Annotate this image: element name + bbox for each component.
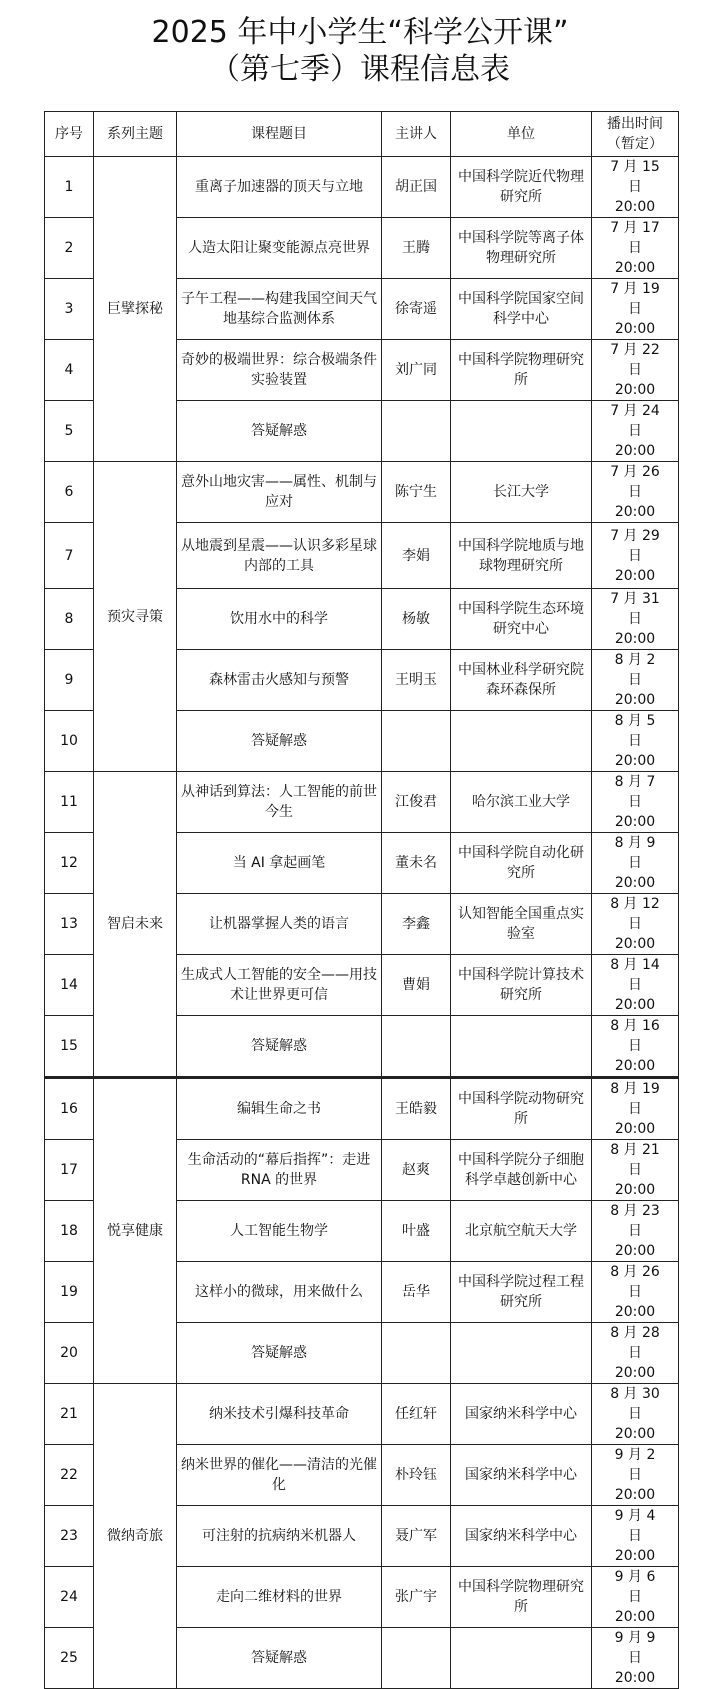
cell-theme: 巨擘探秘 — [94, 157, 177, 462]
cell-course: 从地震到星震——认识多彩星球内部的工具 — [177, 523, 382, 589]
cell-unit — [451, 401, 592, 462]
cell-index: 5 — [45, 401, 94, 462]
cell-index: 16 — [45, 1078, 94, 1140]
cell-speaker: 王明玉 — [382, 650, 451, 711]
header-speaker: 主讲人 — [382, 112, 451, 157]
cell-course: 子午工程——构建我国空间天气地基综合监测体系 — [177, 279, 382, 340]
cell-speaker: 董未名 — [382, 833, 451, 894]
cell-unit: 国家纳米科学中心 — [451, 1384, 592, 1445]
header-theme: 系列主题 — [94, 112, 177, 157]
cell-unit: 中国科学院近代物理研究所 — [451, 157, 592, 218]
cell-time: 8 月 23 日 20:00 — [592, 1201, 679, 1262]
cell-unit: 中国科学院过程工程研究所 — [451, 1262, 592, 1323]
cell-theme: 智启未来 — [94, 772, 177, 1078]
cell-index: 25 — [45, 1628, 94, 1689]
cell-speaker: 朴玲钰 — [382, 1445, 451, 1506]
cell-unit: 中国林业科学研究院森环森保所 — [451, 650, 592, 711]
cell-speaker: 王腾 — [382, 218, 451, 279]
table-row — [45, 772, 679, 833]
cell-speaker — [382, 1628, 451, 1689]
cell-index: 6 — [45, 462, 94, 523]
cell-unit: 中国科学院计算技术研究所 — [451, 955, 592, 1016]
cell-unit: 北京航空航天大学 — [451, 1201, 592, 1262]
cell-course: 纳米世界的催化——清洁的光催化 — [177, 1445, 382, 1506]
cell-time: 9 月 2 日 20:00 — [592, 1445, 679, 1506]
header-course: 课程题目 — [177, 112, 382, 157]
cell-index: 23 — [45, 1506, 94, 1567]
cell-index: 12 — [45, 833, 94, 894]
cell-time: 8 月 5 日 20:00 — [592, 711, 679, 772]
cell-course: 从神话到算法：人工智能的前世今生 — [177, 772, 382, 833]
cell-time: 8 月 12 日 20:00 — [592, 894, 679, 955]
page-title: 2025 年中小学生“科学公开课” — [151, 15, 569, 50]
cell-index: 14 — [45, 955, 94, 1016]
cell-course: 答疑解惑 — [177, 401, 382, 462]
cell-course: 森林雷击火感知与预警 — [177, 650, 382, 711]
table-row — [45, 1384, 679, 1445]
cell-time: 8 月 30 日 20:00 — [592, 1384, 679, 1445]
cell-index: 10 — [45, 711, 94, 772]
cell-speaker: 叶盛 — [382, 1201, 451, 1262]
cell-index: 13 — [45, 894, 94, 955]
cell-course: 走向二维材料的世界 — [177, 1567, 382, 1628]
cell-index: 8 — [45, 589, 94, 650]
cell-index: 1 — [45, 157, 94, 218]
cell-speaker: 陈宁生 — [382, 462, 451, 523]
cell-unit: 哈尔滨工业大学 — [451, 772, 592, 833]
cell-speaker — [382, 1016, 451, 1078]
cell-speaker: 杨敏 — [382, 589, 451, 650]
cell-time: 8 月 2 日 20:00 — [592, 650, 679, 711]
cell-course: 生命活动的“幕后指挥”：走进 RNA 的世界 — [177, 1140, 382, 1201]
cell-unit: 国家纳米科学中心 — [451, 1445, 592, 1506]
table-row — [45, 462, 679, 523]
cell-course: 人造太阳让聚变能源点亮世界 — [177, 218, 382, 279]
cell-unit: 中国科学院动物研究所 — [451, 1078, 592, 1140]
cell-speaker: 李娟 — [382, 523, 451, 589]
cell-course: 人工智能生物学 — [177, 1201, 382, 1262]
cell-time: 8 月 9 日 20:00 — [592, 833, 679, 894]
cell-index: 11 — [45, 772, 94, 833]
cell-course: 答疑解惑 — [177, 1628, 382, 1689]
cell-speaker: 胡正国 — [382, 157, 451, 218]
cell-unit — [451, 1628, 592, 1689]
cell-speaker: 徐寄遥 — [382, 279, 451, 340]
cell-course: 这样小的微球，用来做什么 — [177, 1262, 382, 1323]
cell-index: 21 — [45, 1384, 94, 1445]
cell-course: 当 AI 拿起画笔 — [177, 833, 382, 894]
cell-index: 22 — [45, 1445, 94, 1506]
cell-course: 答疑解惑 — [177, 711, 382, 772]
cell-course: 答疑解惑 — [177, 1016, 382, 1078]
cell-speaker: 任红轩 — [382, 1384, 451, 1445]
cell-speaker — [382, 711, 451, 772]
cell-unit: 中国科学院分子细胞科学卓越创新中心 — [451, 1140, 592, 1201]
table-row — [45, 1078, 679, 1140]
cell-time: 7 月 22 日 20:00 — [592, 340, 679, 401]
cell-speaker — [382, 1323, 451, 1384]
cell-theme: 微纳奇旅 — [94, 1384, 177, 1689]
cell-theme: 预灾寻策 — [94, 462, 177, 772]
cell-course: 饮用水中的科学 — [177, 589, 382, 650]
cell-course: 让机器掌握人类的语言 — [177, 894, 382, 955]
cell-course: 答疑解惑 — [177, 1323, 382, 1384]
cell-unit — [451, 711, 592, 772]
cell-time: 8 月 26 日 20:00 — [592, 1262, 679, 1323]
cell-speaker: 聂广军 — [382, 1506, 451, 1567]
cell-unit: 中国科学院物理研究所 — [451, 340, 592, 401]
cell-speaker — [382, 401, 451, 462]
cell-speaker: 李鑫 — [382, 894, 451, 955]
cell-time: 7 月 17 日 20:00 — [592, 218, 679, 279]
cell-index: 2 — [45, 218, 94, 279]
cell-course: 纳米技术引爆科技革命 — [177, 1384, 382, 1445]
cell-unit: 中国科学院自动化研究所 — [451, 833, 592, 894]
cell-course: 可注射的抗病纳米机器人 — [177, 1506, 382, 1567]
header-row — [45, 112, 679, 157]
cell-index: 24 — [45, 1567, 94, 1628]
cell-unit: 中国科学院等离子体物理研究所 — [451, 218, 592, 279]
cell-unit: 认知智能全国重点实验室 — [451, 894, 592, 955]
cell-time: 7 月 19 日 20:00 — [592, 279, 679, 340]
cell-time: 8 月 21 日 20:00 — [592, 1140, 679, 1201]
cell-course: 编辑生命之书 — [177, 1078, 382, 1140]
cell-unit — [451, 1016, 592, 1078]
table-row — [45, 157, 679, 218]
cell-time: 7 月 29 日 20:00 — [592, 523, 679, 589]
cell-speaker: 曹娟 — [382, 955, 451, 1016]
cell-unit: 国家纳米科学中心 — [451, 1506, 592, 1567]
cell-course: 意外山地灾害——属性、机制与应对 — [177, 462, 382, 523]
cell-index: 15 — [45, 1016, 94, 1078]
cell-time: 7 月 31 日 20:00 — [592, 589, 679, 650]
header-index: 序号 — [45, 112, 94, 157]
cell-speaker: 江俊君 — [382, 772, 451, 833]
cell-speaker: 王皓毅 — [382, 1078, 451, 1140]
cell-unit: 中国科学院国家空间科学中心 — [451, 279, 592, 340]
cell-index: 19 — [45, 1262, 94, 1323]
cell-unit: 长江大学 — [451, 462, 592, 523]
cell-speaker: 赵爽 — [382, 1140, 451, 1201]
header-unit: 单位 — [451, 112, 592, 157]
cell-course: 奇妙的极端世界：综合极端条件实验装置 — [177, 340, 382, 401]
cell-speaker: 张广宇 — [382, 1567, 451, 1628]
cell-time: 9 月 6 日 20:00 — [592, 1567, 679, 1628]
cell-time: 9 月 4 日 20:00 — [592, 1506, 679, 1567]
cell-unit: 中国科学院地质与地球物理研究所 — [451, 523, 592, 589]
cell-time: 8 月 19 日 20:00 — [592, 1078, 679, 1140]
cell-index: 4 — [45, 340, 94, 401]
cell-time: 8 月 28 日 20:00 — [592, 1323, 679, 1384]
cell-time: 9 月 9 日 20:00 — [592, 1628, 679, 1689]
cell-time: 7 月 26 日 20:00 — [592, 462, 679, 523]
cell-speaker: 岳华 — [382, 1262, 451, 1323]
cell-time: 7 月 15 日 20:00 — [592, 157, 679, 218]
cell-speaker: 刘广同 — [382, 340, 451, 401]
cell-index: 20 — [45, 1323, 94, 1384]
cell-time: 8 月 14 日 20:00 — [592, 955, 679, 1016]
cell-course: 重离子加速器的顶天与立地 — [177, 157, 382, 218]
cell-unit — [451, 1323, 592, 1384]
cell-time: 8 月 16 日 20:00 — [592, 1016, 679, 1078]
cell-index: 9 — [45, 650, 94, 711]
course-schedule-table — [44, 111, 679, 1689]
page-subtitle: （第七季）课程信息表 — [210, 52, 510, 87]
cell-index: 7 — [45, 523, 94, 589]
cell-time: 7 月 24 日 20:00 — [592, 401, 679, 462]
cell-unit: 中国科学院物理研究所 — [451, 1567, 592, 1628]
cell-index: 3 — [45, 279, 94, 340]
cell-time: 8 月 7 日 20:00 — [592, 772, 679, 833]
cell-course: 生成式人工智能的安全——用技术让世界更可信 — [177, 955, 382, 1016]
header-time: 播出时间 （暂定） — [592, 112, 679, 157]
cell-theme: 悦享健康 — [94, 1078, 177, 1384]
cell-index: 18 — [45, 1201, 94, 1262]
cell-unit: 中国科学院生态环境研究中心 — [451, 589, 592, 650]
cell-index: 17 — [45, 1140, 94, 1201]
